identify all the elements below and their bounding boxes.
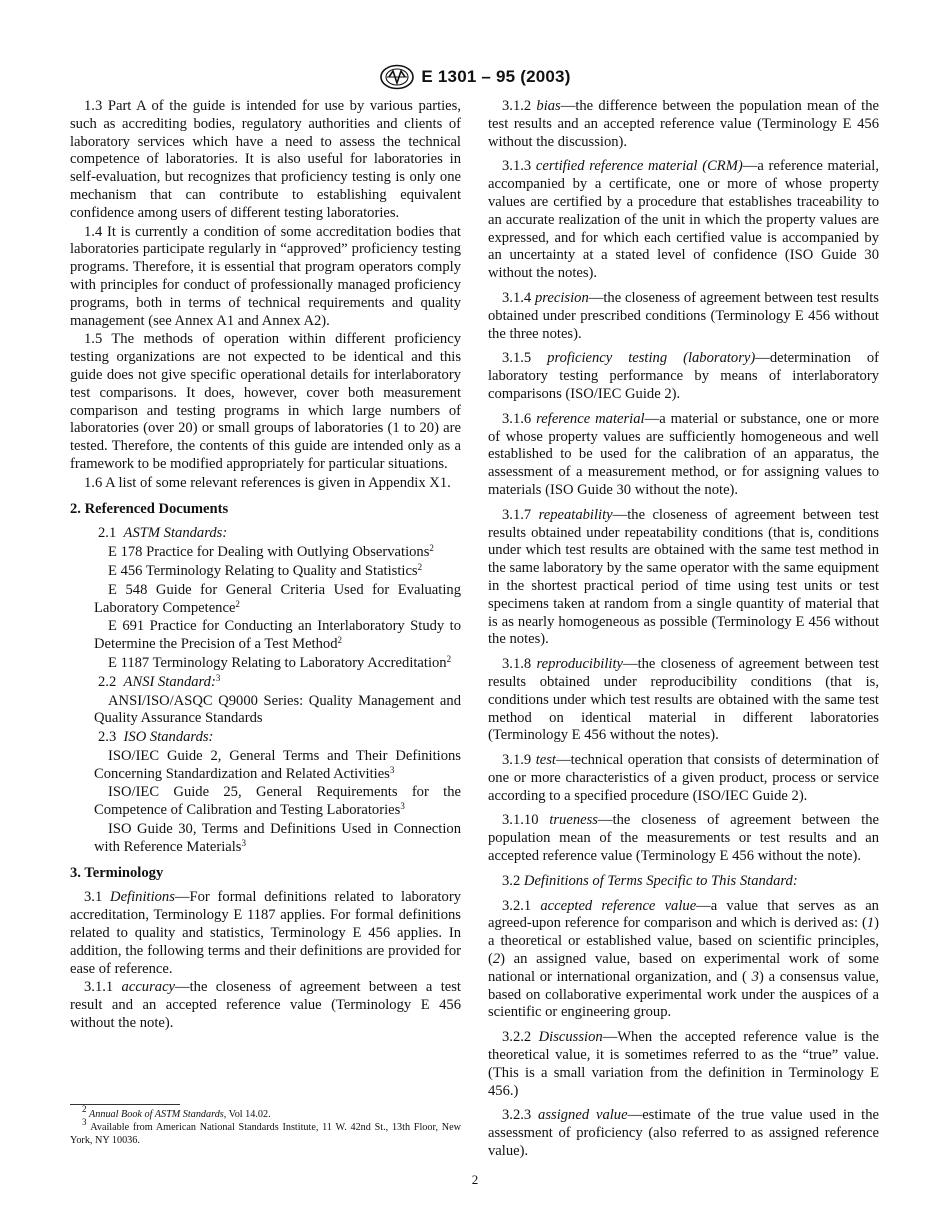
astm-logo-icon — [379, 64, 415, 90]
reference-iso-guide-25: ISO/IEC Guide 25, General Requirements for the Competence of Calibration and Testing Laboratories$^3$ — [94, 784, 461, 819]
left-column — [70, 98, 461, 1034]
footnotes — [70, 1104, 461, 1147]
subsection-2-1: 2.1 ASTM Standards: — [98, 525, 228, 542]
page-header — [0, 62, 950, 92]
section-3-1: 3.1 Definitions—For formal definitions related to laboratory accreditation, Terminology E 1187 applies. For formal definitions related to quality and statistics, Terminology E 456 applies. In addition, the following terms and their definitions are provided for ease of reference. — [70, 889, 461, 977]
footnote-3: $^3$ Available from American National Standards Institute, 11 W. 42nd St., 13th Floor, New York, NY 10036. — [70, 1117, 461, 1146]
subsection-2-3: 2.3 ISO Standards: — [98, 729, 214, 746]
reference-e548: E 548 Guide for General Criteria Used for Evaluating Laboratory Competence$^2$ — [94, 581, 461, 616]
definition-reference-material: 3.1.6 reference material—a material or substance, one or more of whose property values are sufficiently homogeneous and well established to be used for the calibration of an apparatus, the assessment of a measurement method, or for assigning values to materials (ISO Guide 30 without the note). — [488, 410, 879, 498]
definition-bias: 3.1.2 bias—the difference between the population mean of the test results and an accepted reference value (Terminology E 456 without the discussion). — [488, 98, 879, 150]
reference-e1187: E 1187 Terminology Relating to Laboratory Accreditation$^2$ — [108, 653, 452, 671]
reference-iso-guide-2: ISO/IEC Guide 2, General Terms and Their Definitions Concerning Standardization and Related Activities$^3$ — [94, 747, 461, 782]
definition-reproducibility: 3.1.8 reproducibility—the closeness of agreement between test results obtained under reproducibility conditions (that is, conditions under which test results are obtained with the same test method on identical material in different laboratories (Terminology E 456 without the notes). — [488, 656, 879, 744]
definition-test: 3.1.9 test—technical operation that consists of determination of one or more characteristics of a given product, process or service according to a specified procedure (ISO/IEC Guide 2). — [488, 752, 879, 804]
reference-iso-guide-30: ISO Guide 30, Terms and Definitions Used in Connection with Reference Materials$^3$ — [94, 821, 461, 855]
reference-e691: E 691 Practice for Conducting an Interlaboratory Study to Determine the Precision of a Test Method$^2$ — [94, 618, 461, 653]
section-1-5: 1.5 The methods of operation within different proficiency testing organizations are not expected to be identical and this guide does not give specific operational details for interlaboratory test comparisons. It does, however, cover both measurement comparison and testing programs in which large numbers of laboratories (over 20) or small groups of laboratories (1 to 20) are tested. Therefore, the contents of this guide are intended only as a framework to be modified appropriately for particular situations. — [70, 331, 461, 472]
definition-proficiency-testing: 3.1.5 proficiency testing (laboratory)—determination of laboratory testing performance by means of interlaboratory comparisons (ISO/IEC Guide 2). — [488, 350, 880, 402]
document-designation: E 1301 – 95 (2003) — [421, 67, 571, 86]
definition-assigned-value: 3.2.3 assigned value—estimate of the true value used in the assessment of proficiency (also referred to as assigned reference value). — [488, 1107, 879, 1160]
page-number: 2 — [471, 1172, 479, 1187]
footnote-2: $^2$ Annual Book of ASTM Standards, Vol 14.02. — [82, 1104, 271, 1120]
right-column — [488, 98, 879, 1168]
discussion-3-2-2: 3.2.2 Discussion—When the accepted reference value is the theoretical value, it is sometimes referred to as the “true” value. (This is a small variation from the definition in Terminology E 456.) — [488, 1029, 879, 1099]
definition-crm: 3.1.3 certified reference material (CRM)—a reference material, accompanied by a certificate, one or more of whose property values are certified by a procedure that establishes traceability to an accurate realization of the unit in which the property values are expressed, and for which each certified value is accompanied by an uncertainty at a stated level of confidence (ISO Guide 30 without the notes). — [488, 158, 879, 282]
reference-e456: E 456 Terminology Relating to Quality and Statistics$^2$ — [108, 561, 423, 579]
section-2-heading: 2. Referenced Documents — [70, 500, 229, 517]
reference-ansi-q9000: ANSI/ISO/ASQC Q9000 Series: Quality Management and Quality Assurance Standards — [94, 692, 461, 727]
definition-accepted-reference-value: 3.2.1 accepted reference value—a value that serves as an agreed-upon reference for comparison and which is derived as: (1) a theoretical or established value, based on scientific principles, (2) an assigned value, based on experimental work of some national or international organization, and ( 3) a consensus value, based on collaborative experimental work under the auspices of a scientific or engineering group. — [488, 897, 879, 1021]
section-1-3: 1.3 Part A of the guide is intended for use by various parties, such as accrediting bodies, regulatory authorities and clients of laboratory services which have a need to assess the technical competence of laboratories. It is also useful for laboratories in self-evaluation, but recognizes that proficiency testing is only one mechanism that can contribute to establishing equivalent confidence among users of different testing laboratories. — [70, 98, 461, 221]
section-3-1-1: 3.1.1 accuracy—the closeness of agreement between a test result and an accepted reference value (Terminology E 456 without the note). — [70, 979, 461, 1032]
reference-e178: E 178 Practice for Dealing with Outlying Observations$^2$ — [108, 543, 434, 561]
definition-trueness: 3.1.10 trueness—the closeness of agreement between the population mean of the measurements or test results and an accepted reference value (Terminology E 456 without the note). — [488, 812, 879, 865]
section-3-heading: 3. Terminology — [70, 864, 164, 881]
section-1-6: 1.6 A list of some relevant references is given in Appendix X1. — [84, 474, 451, 491]
section-1-4: 1.4 It is currently a condition of some accreditation bodies that laboratories participate regularly in “approved” proficiency testing programs. Therefore, it is essential that program operators comply with principles for conduct of professionally managed proficiency programs, both in terms of technical requirements and quality management (see Annex A1 and Annex A2). — [70, 223, 461, 329]
subsection-3-2: 3.2 Definitions of Terms Specific to This Standard: — [502, 872, 798, 889]
subsection-2-2: 2.2 ANSI Standard:$^3$ — [98, 672, 221, 690]
definition-precision: 3.1.4 precision—the closeness of agreement between test results obtained under prescribed conditions (Terminology E 456 without the three notes). — [488, 289, 879, 342]
definition-repeatability: 3.1.7 repeatability—the closeness of agreement between test results obtained under repeatability conditions (that is, conditions under which test results are obtained with the same test method in the same laboratory by the same operator with the same equipment in the shortest practical period of time using test units or test specimens taken at random from a single quantity of material that is as nearly homogeneous as possible (Terminology E 456 without the notes). — [488, 506, 879, 648]
